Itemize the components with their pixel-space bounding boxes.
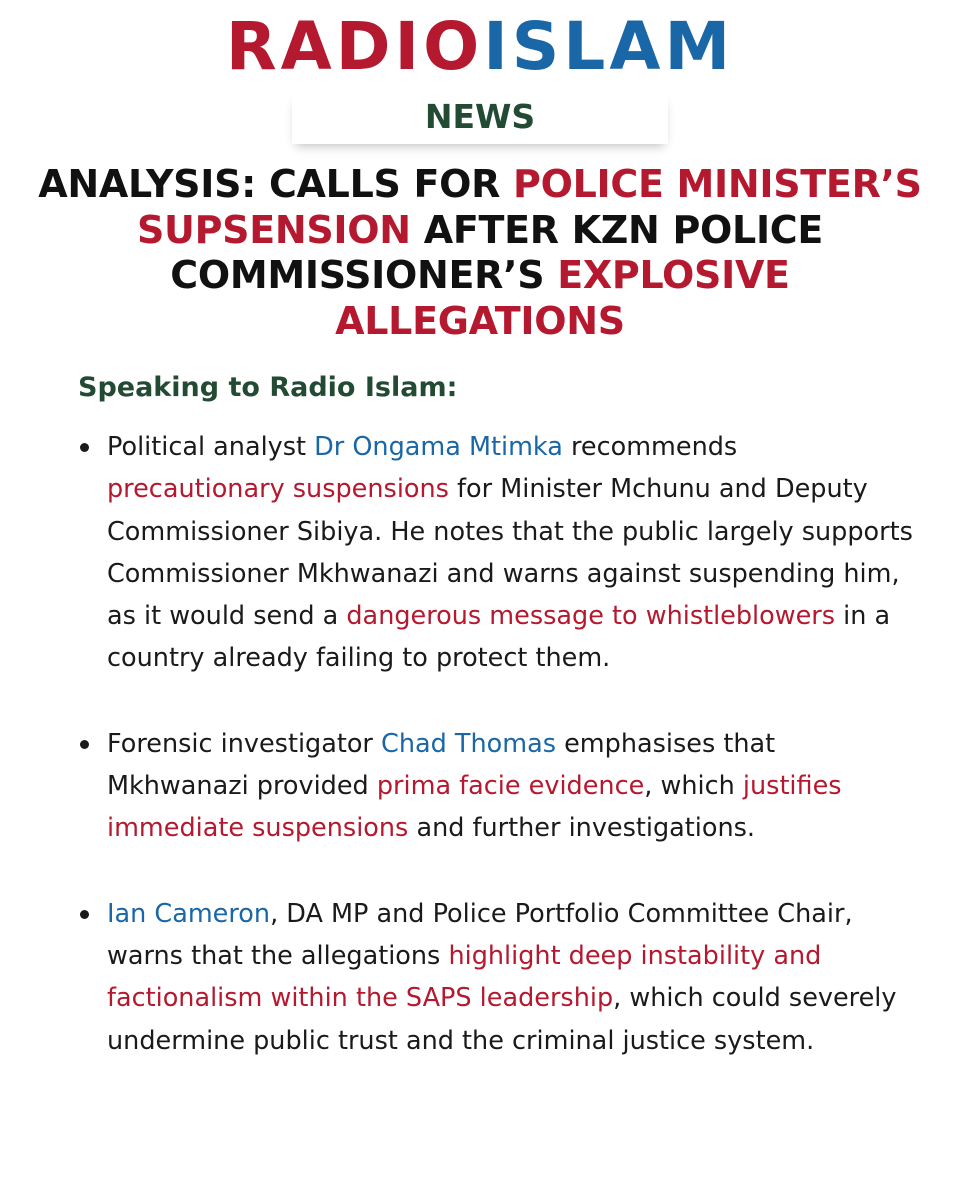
- news-banner: [292, 92, 668, 144]
- logo-radio-text: RADIO: [225, 8, 484, 85]
- bullet-text: , DA MP and Police Portfolio Committee Chair, warns that the allegations: [107, 898, 853, 971]
- headline-part-1: ANALYSIS: CALLS FOR: [38, 162, 514, 206]
- bullet-text: Political analyst: [107, 432, 315, 462]
- highlight-text: justifies immediate suspensions: [107, 771, 842, 844]
- news-label: NEWS: [424, 97, 536, 136]
- bullet-dot-icon: [80, 740, 89, 749]
- bullet-list: [78, 426, 918, 1105]
- highlight-text: prima facie evidence: [376, 771, 645, 802]
- bullet-text: for Minister Mchunu and Deputy Commissioner Sibiya. He notes that the public largely supports Commissioner Mkhwanazi and warns against suspending him, as it would send a: [107, 474, 913, 632]
- highlight-text: precautionary suspensions: [107, 474, 449, 505]
- bullet-dot-icon: [80, 910, 89, 919]
- highlight-text: dangerous message to whistleblowers: [346, 601, 836, 632]
- headline: [30, 162, 930, 344]
- person-name: Chad Thomas: [381, 728, 557, 759]
- highlight-text: highlight deep instability and factionalism within the SAPS leadership: [107, 940, 822, 1014]
- bullet-text: Forensic investigator: [107, 728, 382, 759]
- bullet-item-mtimka: [78, 426, 918, 680]
- bullet-text: and further investigations.: [408, 813, 756, 844]
- person-name: Dr Ongama Mtimka: [314, 432, 563, 462]
- logo-islam-text: ISLAM: [483, 8, 735, 85]
- headline-part-3: AFTER KZN POLICE COMMISSIONER’S: [170, 207, 824, 297]
- bullet-item-thomas: [78, 723, 918, 850]
- radio-islam-logo: [0, 10, 960, 84]
- bullet-text: , which: [644, 771, 743, 802]
- bullet-item-cameron: [78, 893, 918, 1062]
- bullet-text: emphasises that Mkhwanazi provided: [107, 728, 776, 802]
- headline-highlight-2: EXPLOSIVE ALLEGATIONS: [335, 253, 790, 343]
- bullet-text: in a country already failing to protect them.: [107, 601, 891, 674]
- headline-highlight-1: POLICE MINISTER’S SUPSENSION: [136, 162, 922, 252]
- bullet-text: recommends: [562, 432, 738, 462]
- bullet-dot-icon: [80, 443, 89, 452]
- subheading: Speaking to Radio Islam:: [78, 372, 458, 403]
- person-name: Ian Cameron: [107, 898, 271, 929]
- bullet-text: , which could severely undermine public trust and the criminal justice system.: [107, 983, 897, 1056]
